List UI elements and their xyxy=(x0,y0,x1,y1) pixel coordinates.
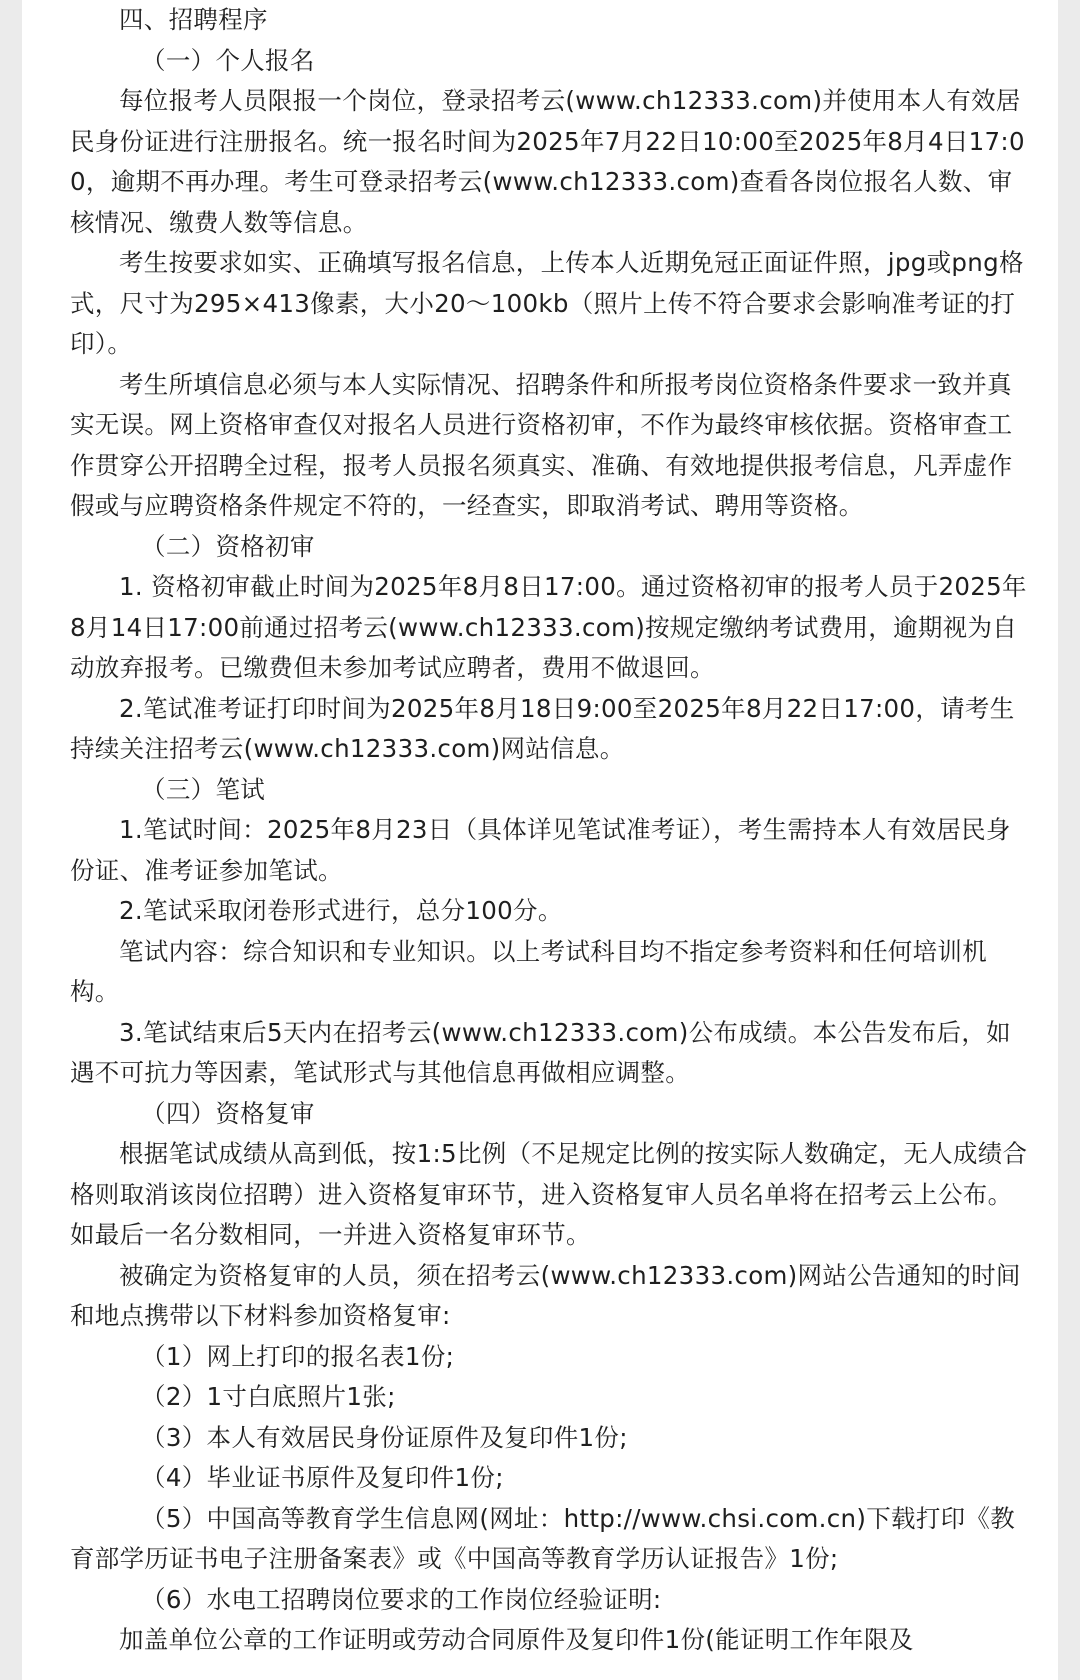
document-content xyxy=(70,0,1030,1661)
paragraph: 3.笔试结束后5天内在招考云(www.ch12333.com)公布成绩。本公告发布后，如遇不可抗力等因素，笔试形式与其他信息再做相应调整。 xyxy=(70,1017,1011,1087)
paragraph: 考生按要求如实、正确填写报名信息，上传本人近期免冠正面证件照，jpg或png格式，尺寸为295×413像素，大小20～100kb（照片上传不符合要求会影响准考证的打印）。 xyxy=(70,248,1024,358)
list-item: （5）中国高等教育学生信息网(网址：http://www.chsi.com.cn)下载打印《教育部学历证书电子注册备案表》或《中国高等教育学历认证报告》1份; xyxy=(70,1503,1016,1573)
paragraph: 考生所填信息必须与本人实际情况、招聘条件和所报考岗位资格条件要求一致并真实无误。网上资格审查仅对报名人员进行资格初审，不作为最终审核依据。资格审查工作贯穿公开招聘全过程，报考人员报名须真实、准确、有效地提供报考信息，凡弄虚作假或与应聘资格条件规定不符的，一经查实，即取消考试、聘用等资格。 xyxy=(70,369,1013,520)
subsection-heading: （三）笔试 xyxy=(141,774,266,804)
paragraph: 加盖单位公章的工作证明或劳动合同原件及复印件1份(能证明工作年限及 xyxy=(119,1625,914,1654)
document-page xyxy=(22,0,1058,1680)
paragraph: 2.笔试采取闭卷形式进行，总分100分。 xyxy=(119,896,563,925)
subsection-heading: （二）资格初审 xyxy=(141,531,315,561)
paragraph: 2.笔试准考证打印时间为2025年8月18日9:00至2025年8月22日17:00，请考生持续关注招考云(www.ch12333.com)网站信息。 xyxy=(70,693,1015,763)
subsection-heading: （一）个人报名 xyxy=(141,45,315,75)
section-heading: 四、招聘程序 xyxy=(119,5,268,34)
paragraph: 根据笔试成绩从高到低，按1:5比例（不足规定比例的按实际人数确定，无人成绩合格则取消该岗位招聘）进入资格复审环节，进入资格复审人员名单将在招考云上公布。如最后一名分数相同，一并进入资格复审环节。 xyxy=(70,1139,1028,1249)
paragraph: 笔试内容：综合知识和专业知识。以上考试科目均不指定参考资料和任何培训机构。 xyxy=(70,936,987,1006)
subsection-heading: （四）资格复审 xyxy=(141,1098,315,1128)
list-item: （3）本人有效居民身份证原件及复印件1份; xyxy=(141,1422,628,1452)
list-item: （4）毕业证书原件及复印件1份; xyxy=(141,1463,504,1492)
list-item: （6）水电工招聘岗位要求的工作岗位经验证明: xyxy=(141,1584,662,1614)
paragraph: 1. 资格初审截止时间为2025年8月8日17:00。通过资格初审的报考人员于2025年8月14日17:00前通过招考云(www.ch12333.com)按规定缴纳考试费用，逾期视为自动放弃报考。已缴费但未参加考试应聘者，费用不做退回。 xyxy=(70,572,1027,682)
paragraph: 每位报考人员限报一个岗位，登录招考云(www.ch12333.com)并使用本人有效居民身份证进行注册报名。统一报名时间为2025年7月22日10:00至2025年8月4日17:00，逾期不再办理。考生可登录招考云(www.ch12333.com)查看各岗位报名人数、审核情况、缴费人数等信息。 xyxy=(70,86,1025,237)
list-item: （2）1寸白底照片1张; xyxy=(141,1382,396,1411)
paragraph: 被确定为资格复审的人员，须在招考云(www.ch12333.com)网站公告通知的时间和地点携带以下材料参加资格复审: xyxy=(70,1260,1021,1330)
paragraph: 1.笔试时间：2025年8月23日（具体详见笔试准考证），考生需持本人有效居民身份证、准考证参加笔试。 xyxy=(70,815,1011,885)
list-item: （1）网上打印的报名表1份; xyxy=(141,1341,455,1371)
